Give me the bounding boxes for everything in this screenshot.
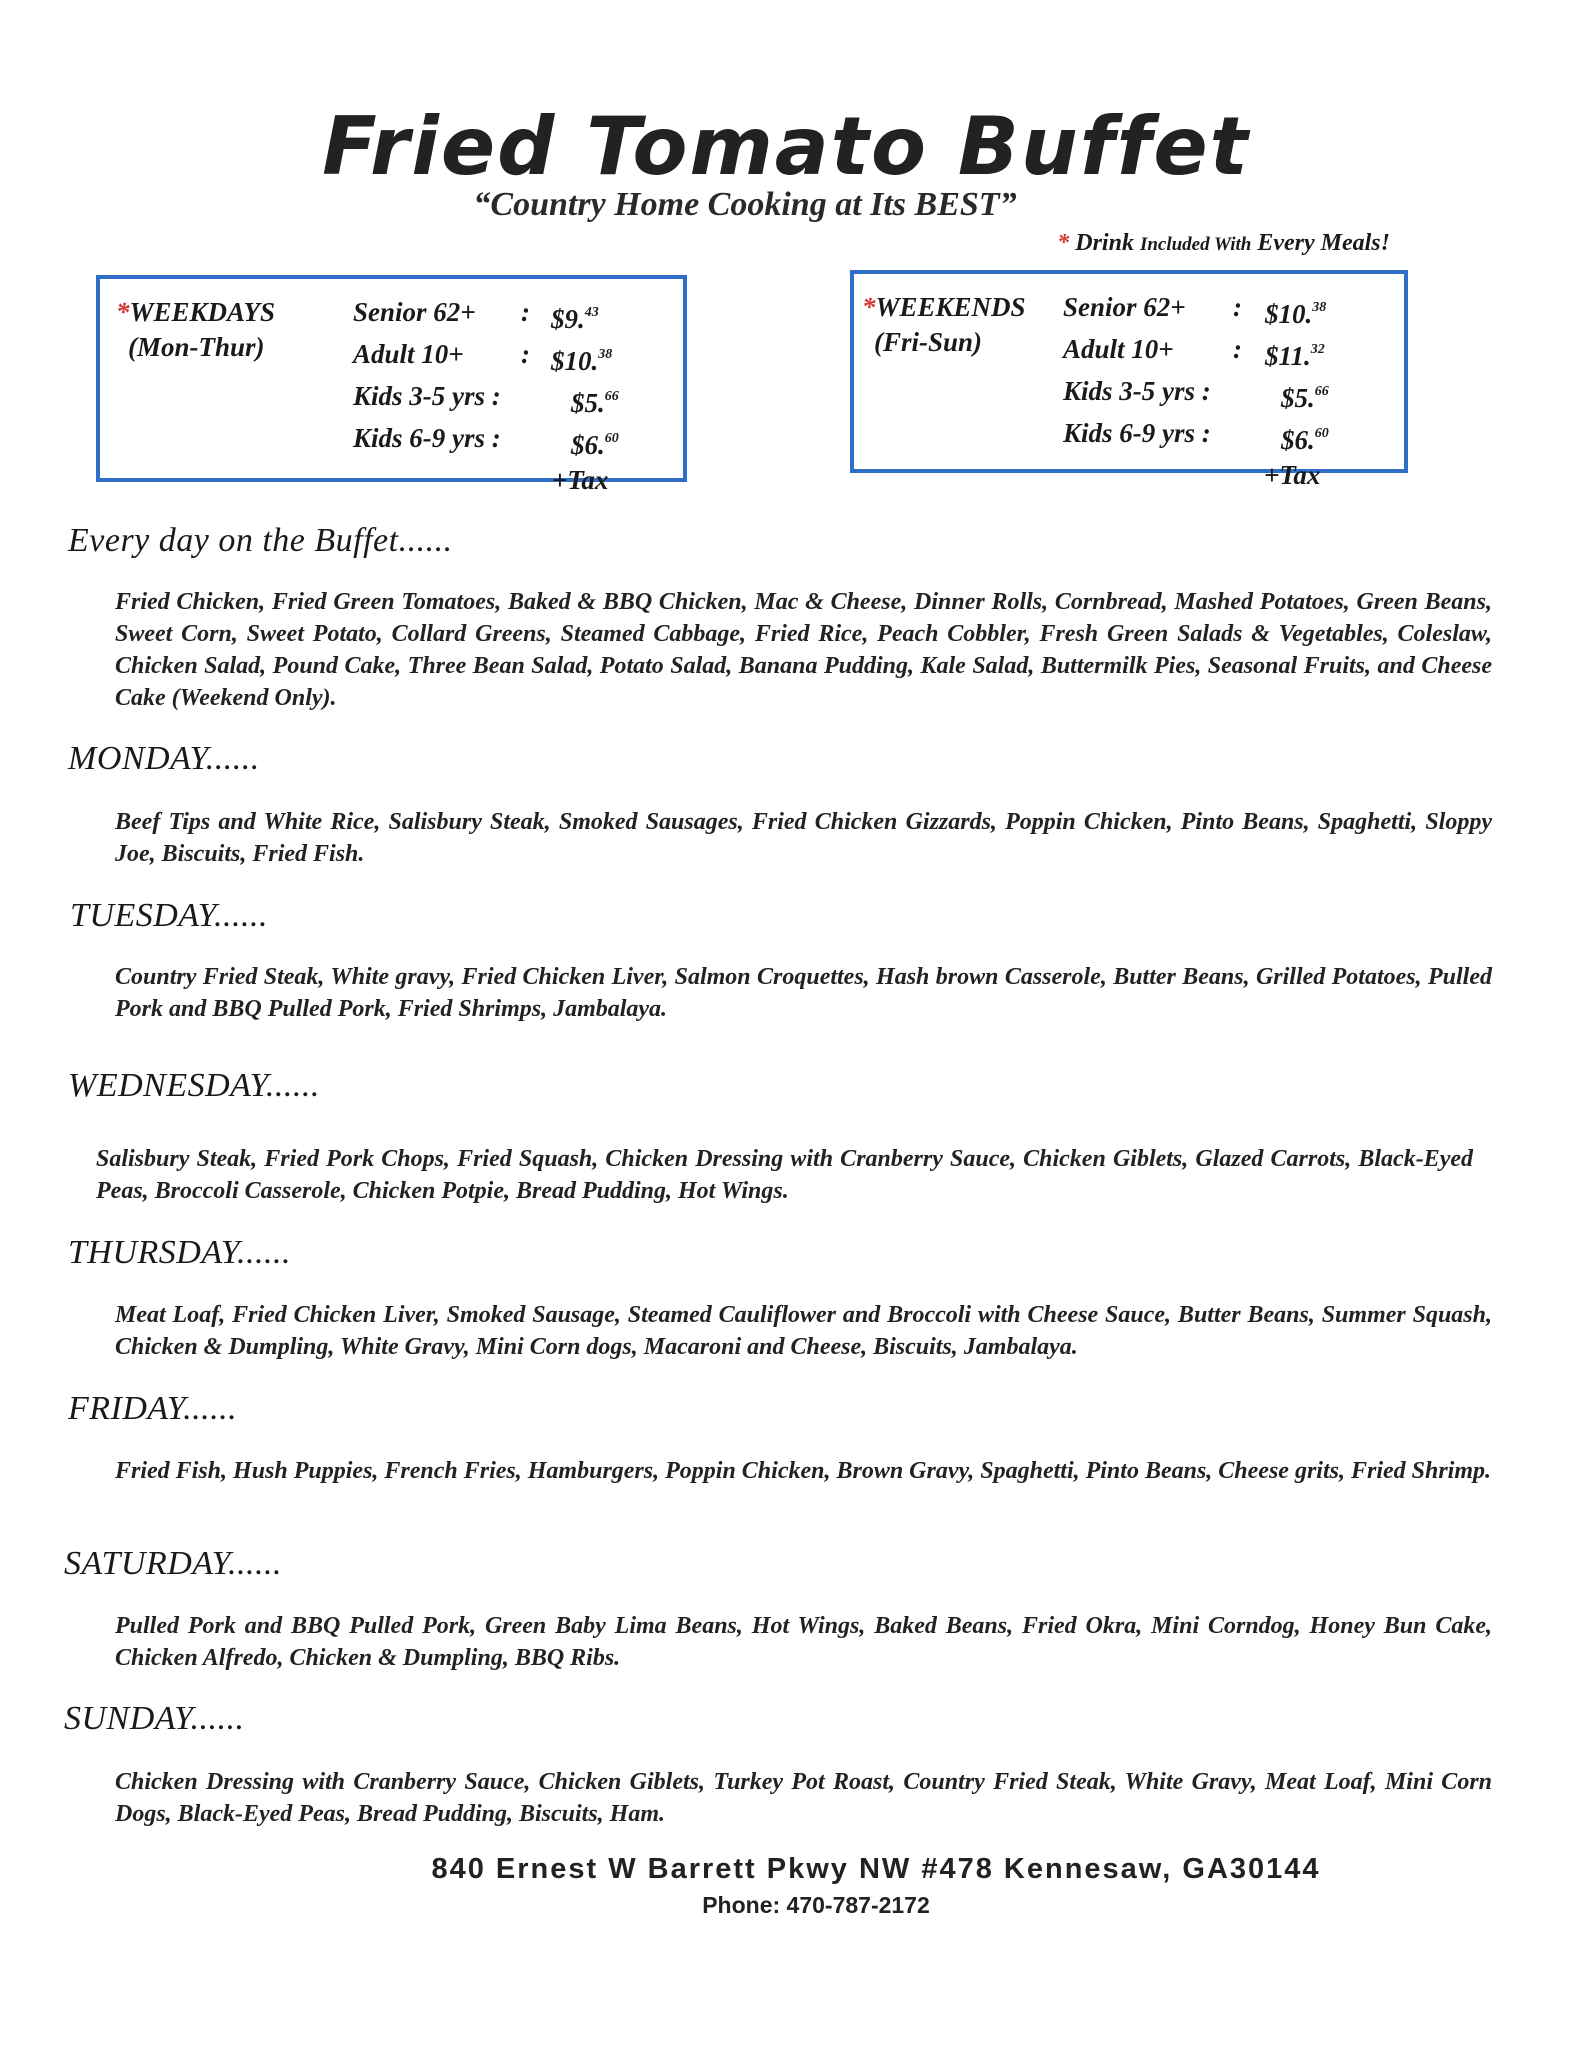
weekday-price-box (96, 275, 687, 495)
price-cents: 38 (598, 347, 613, 362)
price-label: Kids 3-5 yrs : (1063, 376, 1211, 406)
weekday-asterisk: * (116, 297, 130, 327)
tuesday-heading: TUESDAY...... (70, 897, 268, 934)
restaurant-address: 840 Ernest W Barrett Pkwy NW #478 Kennesaw, GA30144 (431, 1853, 1321, 1885)
price-cents: 32 (1310, 342, 1325, 357)
drink-note (1057, 230, 1390, 257)
price-label: Senior 62+ (353, 297, 476, 327)
monday-items: Beef Tips and White Rice, Salisbury Steak, Smoked Sausages, Fried Chicken Gizzards, Poppin Chicken, Pinto Beans, Spaghetti, Sloppy Joe, Biscuits, Fried Fish. (115, 809, 1492, 867)
everyday-items: Fried Chicken, Fried Green Tomatoes, Baked & BBQ Chicken, Mac & Cheese, Dinner Rolls, Cornbread, Mashed Potatoes, Green Beans, Sweet Corn, Sweet Potato, Collard Greens, Steamed Cabbage, Fried Rice, Peach Cobbler, Fresh Green Salads & Vegetables, Coleslaw, Chicken Salad, Pound Cake, Three Bean Salad, Potato Salad, Banana Pudding, Kale Salad, Buttermilk Pies, Seasonal Fruits, and Cheese Cake (Weekend Only). (115, 589, 1492, 711)
price-row (353, 295, 619, 337)
wednesday-items: Salisbury Steak, Fried Pork Chops, Fried Squash, Chicken Dressing with Cranberry Sauce, Chicken Giblets, Glazed Carrots, Black-Eyed Peas, Broccoli Casserole, Chicken Potpie, Bread Pudding, Hot Wings. (96, 1146, 1473, 1204)
price-label: Adult 10+ (1063, 334, 1174, 364)
tuesday-items: Country Fried Steak, White gravy, Fried Chicken Liver, Salmon Croquettes, Hash brown Casserole, Butter Beans, Grilled Potatoes, Pulled Pork and BBQ Pulled Pork, Fried Shrimps, Jambalaya. (115, 964, 1492, 1022)
friday-items: Fried Fish, Hush Puppies, French Fries, Hamburgers, Poppin Chicken, Brown Gravy, Spaghetti, Pinto Beans, Cheese grits, Fried Shrimp. (115, 1458, 1492, 1484)
friday-heading: FRIDAY...... (68, 1390, 238, 1427)
price-value (551, 337, 612, 379)
tax-note: +Tax (1264, 460, 1321, 490)
price-value (571, 421, 619, 463)
weekday-price-list (353, 295, 619, 498)
weekday-heading (116, 295, 275, 365)
price-dollars: $6. (1281, 425, 1315, 455)
price-dollars: $9. (551, 304, 585, 334)
price-label: Kids 6-9 yrs : (353, 423, 501, 453)
price-dollars: $11. (1265, 341, 1311, 371)
price-row (1063, 416, 1329, 458)
price-cents: 43 (584, 305, 599, 320)
price-value (571, 379, 619, 421)
tagline: “Country Home Cooking at Its BEST” (473, 186, 1017, 223)
everyday-heading: Every day on the Buffet...... (68, 522, 453, 559)
monday-heading: MONDAY...... (68, 740, 260, 777)
weekend-title: WEEKENDS (875, 292, 1026, 322)
price-dollars: $5. (1281, 383, 1315, 413)
price-value (551, 295, 599, 337)
price-cents: 60 (604, 431, 619, 446)
sunday-heading: SUNDAY...... (64, 1700, 245, 1737)
restaurant-phone: Phone: 470-787-2172 (702, 1892, 930, 1918)
weekend-days: (Fri-Sun) (874, 327, 983, 357)
price-separator: : (1233, 292, 1242, 322)
price-value (1281, 416, 1329, 458)
price-separator: : (521, 339, 530, 369)
price-value (1281, 374, 1329, 416)
thursday-heading: THURSDAY...... (68, 1234, 292, 1271)
wednesday-heading: WEDNESDAY...... (68, 1067, 320, 1104)
price-dollars: $5. (571, 388, 605, 418)
price-cents: 66 (1314, 384, 1329, 399)
price-label: Senior 62+ (1063, 292, 1186, 322)
weekend-asterisk: * (862, 292, 876, 322)
drink-note-b: Included With (1139, 234, 1252, 255)
price-row (1063, 332, 1329, 374)
price-value (1265, 332, 1325, 374)
price-cents: 38 (1312, 300, 1327, 315)
thursday-items: Meat Loaf, Fried Chicken Liver, Smoked Sausage, Steamed Cauliflower and Broccoli with Cheese Sauce, Butter Beans, Summer Squash, Chicken & Dumpling, White Gravy, Mini Corn dogs, Macaroni and Cheese, Biscuits, Jambalaya. (115, 1302, 1492, 1360)
drink-note-a: Drink (1075, 230, 1134, 256)
weekday-title: WEEKDAYS (129, 297, 276, 327)
price-label: Kids 6-9 yrs : (1063, 418, 1211, 448)
price-row (1063, 374, 1329, 416)
saturday-heading: SATURDAY...... (64, 1545, 282, 1582)
price-separator: : (521, 297, 530, 327)
price-separator: : (1233, 334, 1242, 364)
price-dollars: $10. (1265, 299, 1313, 329)
saturday-items: Pulled Pork and BBQ Pulled Pork, Green Baby Lima Beans, Hot Wings, Baked Beans, Fried Okra, Mini Corndog, Honey Bun Cake, Chicken Alfredo, Chicken & Dumpling, BBQ Ribs. (115, 1613, 1492, 1671)
price-dollars: $6. (571, 430, 605, 460)
price-row (353, 337, 619, 379)
price-label: Kids 3-5 yrs : (353, 381, 501, 411)
price-label: Adult 10+ (353, 339, 464, 369)
drink-note-c: Every Meals! (1257, 230, 1390, 256)
price-dollars: $10. (551, 346, 599, 376)
price-cents: 60 (1314, 426, 1329, 441)
weekend-price-box (850, 270, 1408, 490)
price-row (1063, 290, 1329, 332)
weekend-heading (862, 290, 1026, 360)
price-value (1265, 290, 1326, 332)
weekday-days: (Mon-Thur) (128, 332, 265, 362)
weekend-price-list (1063, 290, 1329, 493)
price-row (353, 421, 619, 463)
tax-note: +Tax (552, 465, 609, 495)
restaurant-title: Fried Tomato Buffet (322, 100, 1250, 193)
price-cents: 66 (604, 389, 619, 404)
price-row (353, 379, 619, 421)
sunday-items: Chicken Dressing with Cranberry Sauce, Chicken Giblets, Turkey Pot Roast, Country Fried Steak, White Gravy, Meat Loaf, Mini Corn Dogs, Black-Eyed Peas, Bread Pudding, Biscuits, Ham. (115, 1769, 1492, 1827)
drink-asterisk: * (1057, 230, 1070, 256)
